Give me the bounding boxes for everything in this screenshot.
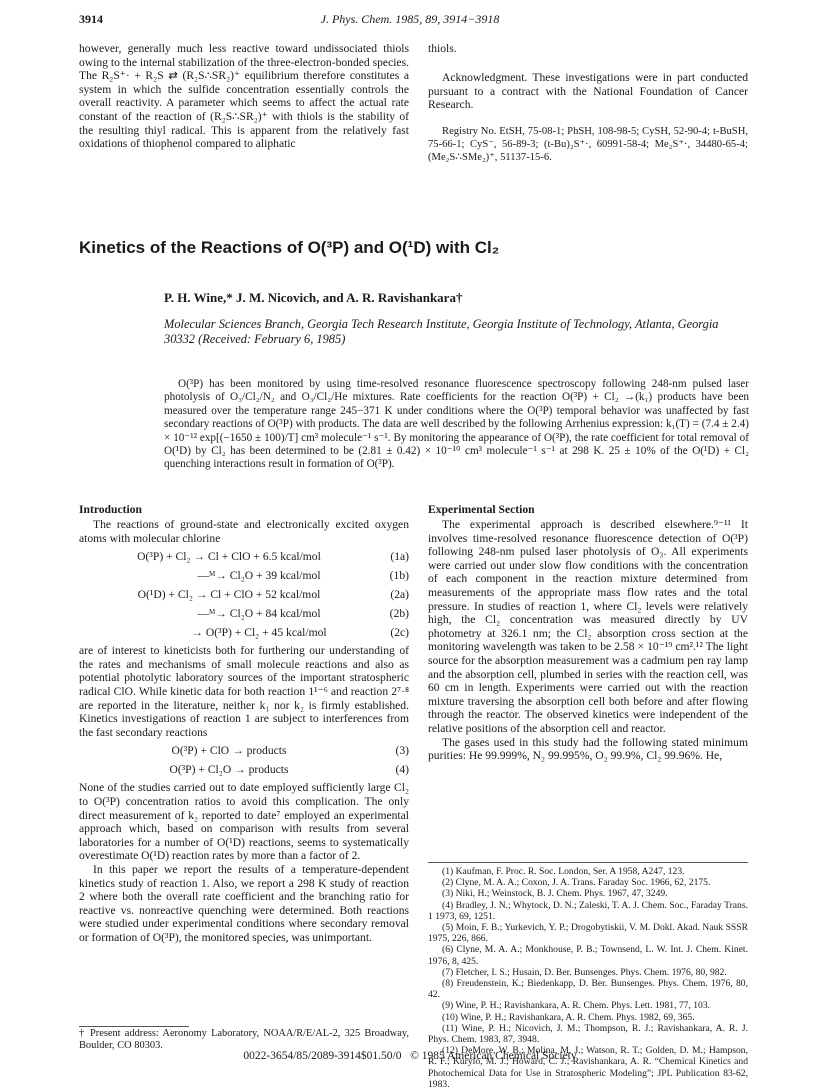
equation xyxy=(79,604,409,623)
equation-text: O(³P) + Cl₂ → Cl + ClO + 6.5 kcal/mol xyxy=(137,550,321,564)
reference-item: (4) Bradley, J. N.; Whytock, D. N.; Zaleski, T. A. J. Chem. Soc., Faraday Trans. 1 1973, 69, 1251. xyxy=(428,899,748,922)
reference-item: (2) Clyne, M. A. A.; Coxon, J. A. Trans. Faraday Soc. 1966, 62, 2175. xyxy=(442,877,711,889)
equation-text: O(¹D) + Cl₂ → Cl + ClO + 52 kcal/mol xyxy=(137,588,321,602)
equation-number: (1b) xyxy=(389,569,409,583)
reference-item: (9) Wine, P. H.; Ravishankara, A. R. Chem. Phys. Lett. 1981, 77, 103. xyxy=(442,1000,711,1012)
acknowledgment: Acknowledgment. These investigations were in part conducted pursuant to a contract with the National Foundation of Cancer Research. xyxy=(428,71,748,112)
equation xyxy=(79,566,409,585)
reference-item: (3) Niki, H.; Weinstock, B. J. Chem. Phys. 1967, 47, 3249. xyxy=(442,888,668,900)
intro-paragraph-1: The reactions of ground-state and electronically excited oxygen atoms with molecular chlorine xyxy=(79,518,409,545)
equation xyxy=(79,585,409,604)
reference-item: (10) Wine, P. H.; Ravishankara, A. R. Chem. Phys. 1982, 69, 365. xyxy=(442,1011,695,1023)
introduction-section xyxy=(79,503,409,944)
intro-paragraph-2: are of interest to kineticists both for furthering our understanding of the rates and mechanisms of small molecule reactions and also as potential photolytic laboratory sources of the important stratospheric radical ClO. While kinetic data for both reaction 1¹⁻⁶ and reaction 2⁷·⁸ are reported in the literature, neither k₁ nor k₂ is firmly established. Kinetics investigations of reaction 1 are subject to interferences from the fast secondary reactions xyxy=(79,644,409,739)
copyright-line: 0022-3654/85/2089-3914$01.50/0 © 1985 American Chemical Society xyxy=(243,1050,577,1062)
footnote-divider xyxy=(79,1026,189,1027)
equation-number: (4) xyxy=(395,763,409,777)
experimental-paragraph-1: The experimental approach is described elsewhere.⁹⁻¹¹ It involves time-resolved resonance fluorescence detection of O(³P) following 248-nm pulsed laser photolysis of O₃. All experiments were carried out under slow flow conditions with the concentration of each component in the reaction mixture determined from measurements of the appropriate mass flow rates and the total pressure. In studies of reaction 1, where Cl₂ levels were relatively high, the Cl₂ concentration was measured directly by UV photometry at 326.1 nm; the Cl₂ absorption cross section at the monitoring wavelength was taken to be 2.58 × 10⁻¹⁹ cm².¹² The light source for the absorption measurement was a cadmium pen ray lamp and the absorption cell, plumbed in series with the reaction cell, was 60 cm in length. Experiments were carried out with the reaction mixture traversing the absorption cell both before and after flowing through the reactor. The observed kinetics were independent of the relative positions of the absorption cell and reactor. xyxy=(428,518,748,735)
equation-text: —ᴹ→ Cl₂O + 39 kcal/mol xyxy=(197,569,321,583)
equation xyxy=(79,623,409,642)
equation-number: (2b) xyxy=(389,607,409,621)
reference-item: (8) Freudenstein, K.; Biedenkapp, D. Ber. Bunsenges. Phys. Chem. 1976, 80, 42. xyxy=(428,978,748,1001)
journal-citation: J. Phys. Chem. 1985, 89, 3914−3918 xyxy=(320,12,500,26)
article-title: Kinetics of the Reactions of O(³P) and O(¹D) with Cl₂ xyxy=(79,238,500,257)
equation-text: —ᴹ→ Cl₂O + 84 kcal/mol xyxy=(197,607,321,621)
reference-item: (12) DeMore, W. B.; Molina, M. J.; Watson, R. T.; Golden, D. M.; Hampson, R. F.; Kurylo, M. J.; Howard, C. J.; Ravishankara, A. R. “Chemical Kinetics and Photochemical Data for Use in Stratospheric Modeling”; JPL Publication 83-62, 1983. xyxy=(428,1045,748,1090)
equation-number: (2c) xyxy=(390,626,409,640)
reference-item: (5) Moin, F. B.; Yurkevich, Y. P.; Drogobytiskii, V. M. Dokl. Akad. Nauk SSSR 1975, 226, 866. xyxy=(428,922,748,945)
footnote: † Present address: Aeronomy Laboratory, NOAA/R/E/AL-2, 325 Broadway, Boulder, CO 80303. xyxy=(79,1028,409,1052)
equation-text: O(³P) + ClO → products xyxy=(171,744,287,758)
page-number: 3914 xyxy=(79,12,103,26)
prev-article-right-text: thiols. xyxy=(428,42,457,55)
abstract: O(³P) has been monitored by using time-resolved resonance fluorescence spectroscopy following 248-nm pulsed laser photolysis of O₃/Cl₂/N₂ and O₃/Cl₂/He mixtures. Rate coefficients for the reaction O(³P) + Cl₂ →(k₁) products have been measured over the temperature range 245−371 K under conditions where the O(³P) temporal behavior was unaffected by fast secondary reactions of O(³P) with products. The data are well described by the following Arrhenius expression: k₁(T) = (7.4 ± 2.4) × 10⁻¹² exp[(−1650 ± 100)/T] cm³ molecule⁻¹ s⁻¹. By monitoring the appearance of O(³P), the rate coefficient for total removal of O(¹D) by Cl₂ has been determined to be (2.81 ± 0.42) × 10⁻¹⁰ cm³ molecule⁻¹ s⁻¹ at 298 K. 25 ± 10% of the O(¹D) + Cl₂ quenching interactions result in formation of O(³P). xyxy=(164,378,749,471)
affiliation: Molecular Sciences Branch, Georgia Tech Research Institute, Georgia Institute of Technology, Atlanta, Georgia 30332 (Received: February 6, 1985) xyxy=(164,317,719,346)
registry-numbers: Registry No. EtSH, 75-08-1; PhSH, 108-98-5; CySH, 52-90-4; t-BuSH, 75-66-1; CyS⁻, 56-89-3; (t-Bu)₂S⁺·, 60991-58-4; Me₂S⁺·, 34480-65-4; (Me₂S∴SMe₂)⁺, 51137-15-6. xyxy=(428,126,748,163)
equation-number: (1a) xyxy=(390,550,409,564)
reference-item: (11) Wine, P. H.; Nicovich, J. M.; Thompson, R. J.; Ravishankara, A. R. J. Phys. Chem. 1983, 87, 3948. xyxy=(428,1022,748,1046)
equation xyxy=(79,547,409,566)
equation-number: (3) xyxy=(395,744,409,758)
equation-text: → O(³P) + Cl₂ + 45 kcal/mol xyxy=(191,626,327,640)
experimental-heading: Experimental Section xyxy=(428,503,535,516)
reference-item: (6) Clyne, M. A. A.; Monkhouse, P. B.; Townsend, L. W. Int. J. Chem. Kinet. 1976, 8, 425. xyxy=(428,944,748,967)
intro-paragraph-4: In this paper we report the results of a temperature-dependent kinetics study of reaction 1. Also, we report a 298 K study of reaction 2 where both the overall rate coefficient and the branching ratio for reactive vs. nonreactive quenching were determined. Both reactions were studied under experimental conditions where secondary removal or formation of O(³P), the monitored species, was unimportant. xyxy=(79,862,409,944)
experimental-paragraph-2: The gases used in this study had the following stated minimum purities: He 99.999%, N₂ 99.995%, O₂ 99.9%, Cl₂ 99.96%. He, xyxy=(428,735,748,763)
references-divider xyxy=(428,862,748,863)
equation-text: O(³P) + Cl₂O → products xyxy=(169,763,289,777)
equations-block-1 xyxy=(79,547,409,642)
reference-item: (1) Kaufman, F. Proc. R. Soc. London, Ser. A 1958, A247, 123. xyxy=(442,866,685,877)
prev-article-left-text: however, generally much less reactive toward undissociated thiols owing to the internal stabilization of the three-electron-bonded species. The R₂S⁺· + R₂S ⇄ (R₂S∴SR₂)⁺ equilibrium therefore constitutes a system in which the sulfide concentration essentially controls the overall reactivity. A parameter which seems to affect the actual rate constant of the reaction of (R₂S∴SR₂)⁺ with thiols is the stability of the resulting thiyl radical. This is apparent from the relatively fast oxidations of thiophenol compared to aliphatic xyxy=(79,42,409,151)
reference-item: (7) Fletcher, I. S.; Husain, D. Ber. Bunsenges. Phys. Chem. 1976, 80, 982. xyxy=(442,966,727,978)
intro-paragraph-3: None of the studies carried out to date employed sufficiently large Cl₂ to O(³P) concentration ratios to avoid this complication. The only direct measurement of k₂ reported to date⁷ employed an experimental approach which, based on comparison with results from several laboratories for a number of O(¹D) reactions, seems to systematically overestimate O(¹D) reaction rates by more than a factor of 2. xyxy=(79,781,409,863)
authors: P. H. Wine,* J. M. Nicovich, and A. R. Ravishankara† xyxy=(164,290,463,305)
experimental-section xyxy=(428,503,748,763)
equations-block-2 xyxy=(79,741,409,779)
introduction-heading: Introduction xyxy=(79,503,142,516)
equation-number: (2a) xyxy=(390,588,409,602)
equation xyxy=(79,760,409,779)
equation xyxy=(79,741,409,760)
